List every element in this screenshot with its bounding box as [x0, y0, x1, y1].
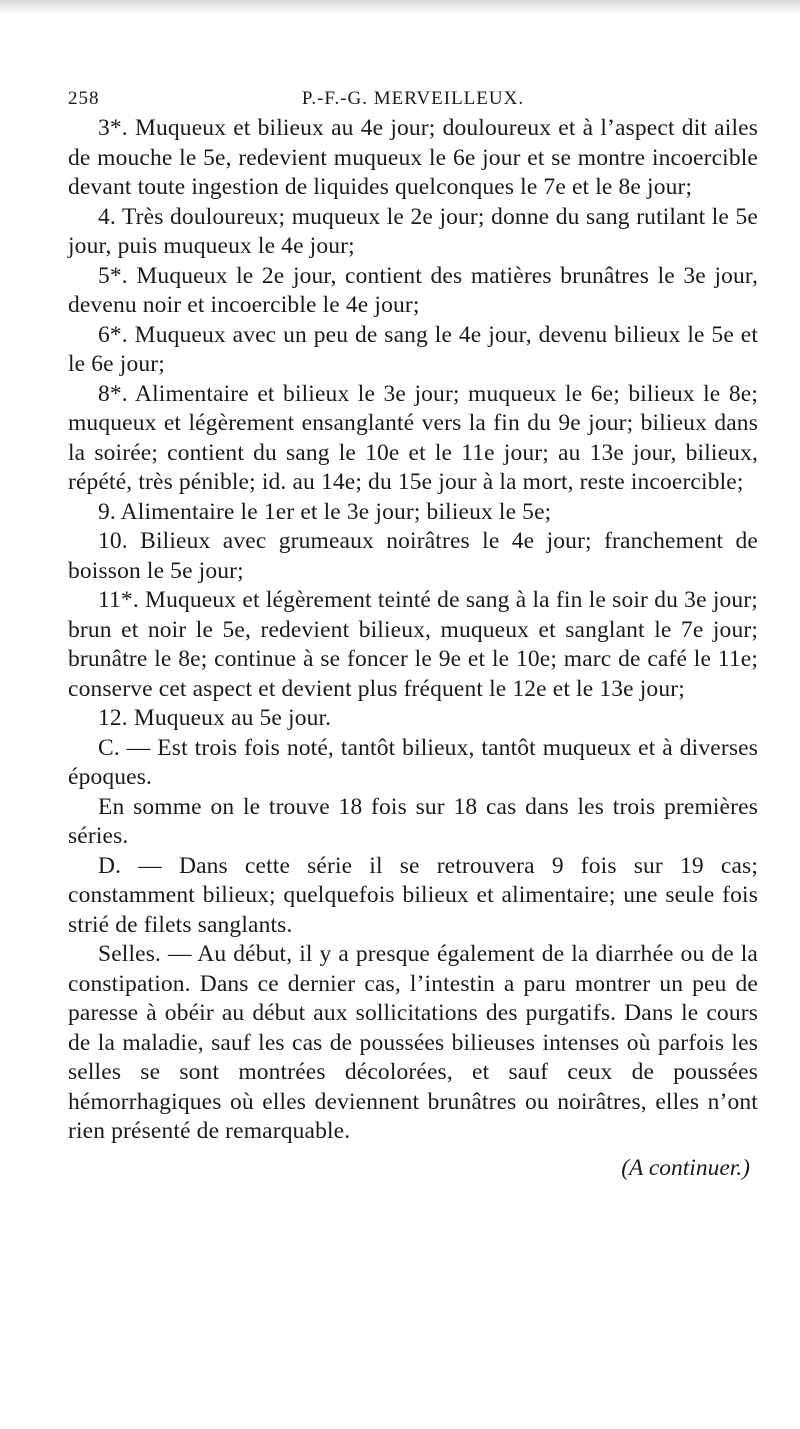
to-be-continued: (A continuer.): [621, 1154, 750, 1181]
paragraph-selles: Selles. — Au début, il y a presque également de la diarrhée ou de la constipation. Dans ce dernier cas, l’intestin a paru montrer un peu de paresse à obéir au début aux sollicitations des purgatifs. Dans le cours de la maladie, sauf les cas de poussées bilieuses intenses où parfois les selles se sont montrées décolorées, et sauf ceux de poussées hémorrhagiques où elles deviennent brunâtres ou noirâtres, elles n’ont rien présenté de remarquable.: [68, 941, 758, 1144]
page-body: [68, 114, 758, 1147]
paragraph-series-c: C. — Est trois fois noté, tantôt bilieux, tantôt muqueux et à diverses époques.: [68, 734, 758, 790]
paragraph-case-10: 10. Bilieux avec grumeaux noirâtres le 4e jour; franchement de boisson le 5e jour;: [68, 528, 758, 584]
scan-edge-shadow: [0, 0, 800, 14]
paragraph-case-8: 8*. Alimentaire et bilieux le 3e jour; muqueux le 6e; bilieux le 8e; muqueux et légèrement ensanglanté vers la fin du 9e jour; bilieux dans la soirée; contient du sang le 10e et le 11e jour; au 13e jour, bilieux, répété, très pénible; id. au 14e; du 15e jour à la mort, reste incoercible;: [68, 380, 758, 495]
paragraph-case-9: 9. Alimentaire le 1er et le 3e jour; bilieux le 5e;: [98, 498, 552, 525]
paragraph-case-5: 5*. Muqueux le 2e jour, contient des matières brunâtres le 3e jour, devenu noir et incoercible le 4e jour;: [68, 262, 758, 318]
running-header: [68, 80, 758, 114]
paragraph-case-4: 4. Très douloureux; muqueux le 2e jour; donne du sang rutilant le 5e jour, puis muqueux le 4e jour;: [68, 203, 758, 259]
paragraph-case-12: 12. Muqueux au 5e jour.: [98, 705, 332, 731]
book-page: [68, 80, 758, 1183]
paragraph-series-d: D. — Dans cette série il se retrouvera 9 fois sur 19 cas; constamment bilieux; quelquefois bilieux et alimentaire; une seule fois strié de filets sanglants.: [68, 852, 758, 938]
paragraph-case-6: 6*. Muqueux avec un peu de sang le 4e jour, devenu bilieux le 5e et le 6e jour;: [68, 321, 758, 377]
paragraph-summary: En somme on le trouve 18 fois sur 18 cas dans les trois premières séries.: [68, 793, 758, 849]
paragraph-case-11: 11*. Muqueux et légèrement teinté de sang à la fin le soir du 3e jour; brun et noir le 5e, redevient bilieux, muqueux et sanglant le 7e jour; brunâtre le 8e; continue à se foncer le 9e et le 10e; marc de café le 11e; conserve cet aspect et devient plus fréquent le 12e et le 13e jour;: [68, 587, 758, 702]
paragraph-case-3: 3*. Muqueux et bilieux au 4e jour; douloureux et à l’aspect dit ailes de mouche le 5e, redevient muqueux le 6e jour et se montre incoercible devant toute ingestion de liquides quelconques le 7e et le 8e jour;: [68, 115, 758, 200]
page-number: 258: [68, 88, 100, 109]
running-title: P.-F.-G. MERVEILLEUX.: [301, 88, 525, 109]
